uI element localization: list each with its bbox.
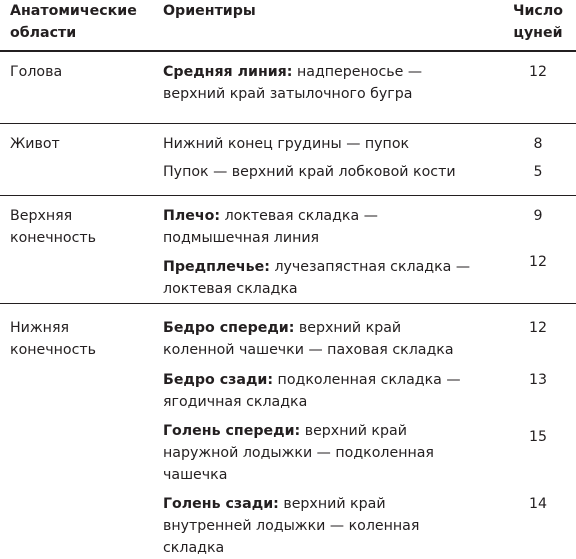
count-abdomen-navel: 5: [533, 164, 543, 180]
landmark-text-cont: верхний край затылочного бугра: [163, 86, 413, 102]
region-upper-limb: [10, 205, 96, 249]
row-rule: [0, 195, 576, 196]
landmark-text-cont: складка: [163, 540, 225, 556]
landmark-text-cont: коленной чашечки — паховая складка: [163, 342, 454, 358]
landmark-text: верхний край: [294, 320, 402, 336]
count-thigh-back: 13: [528, 372, 548, 388]
count-shin-front: 15: [528, 429, 548, 445]
landmark-label: Средняя линия:: [163, 64, 293, 80]
header-regions-line2: области: [10, 25, 77, 41]
landmark-text: лучезапястная складка —: [269, 259, 471, 275]
landmark-text: подколенная складка —: [273, 372, 461, 388]
landmark-text-cont: подмышечная линия: [163, 230, 320, 246]
landmark-thigh-back: [163, 369, 461, 413]
landmark-text: надпереносье —: [292, 64, 423, 80]
landmark-text-cont: ягодичная складка: [163, 394, 308, 410]
header-landmarks: Ориентиры: [163, 3, 256, 19]
count-head-midline: 12: [528, 64, 548, 80]
row-rule: [0, 123, 576, 124]
landmark-abdomen-sternum: Нижний конец грудины — пупок: [163, 136, 410, 152]
landmark-label: Предплечье:: [163, 259, 270, 275]
header-rule: [0, 50, 576, 52]
landmark-shin-back: [163, 493, 419, 559]
region-abdomen: Живот: [10, 136, 60, 152]
region-upper-limb-line2: конечность: [10, 230, 97, 246]
region-lower-limb: [10, 317, 96, 361]
landmark-label: Бедро сзади:: [163, 372, 274, 388]
landmark-shin-front: [163, 420, 434, 486]
header-count-line1: Число: [513, 3, 563, 19]
count-abdomen-sternum: 8: [533, 136, 543, 152]
region-lower-limb-line2: конечность: [10, 342, 97, 358]
landmark-label: Бедро спереди:: [163, 320, 295, 336]
count-shin-back: 14: [528, 496, 548, 512]
landmark-upper-arm: [163, 205, 378, 249]
region-lower-limb-line1: Нижняя: [10, 320, 70, 336]
landmark-abdomen-navel: Пупок — верхний край лобковой кости: [163, 164, 456, 180]
header-regions: [10, 0, 137, 44]
landmark-head-midline: [163, 61, 422, 105]
landmark-text-cont: локтевая складка: [163, 281, 298, 297]
region-upper-limb-line1: Верхняя: [10, 208, 73, 224]
landmark-forearm: [163, 256, 470, 300]
header-count-line2: цуней: [513, 25, 563, 41]
landmark-label: Голень сзади:: [163, 496, 279, 512]
landmark-text-cont: чашечка: [163, 467, 228, 483]
landmark-label: Плечо:: [163, 208, 221, 224]
header-regions-line1: Анатомические: [10, 3, 137, 19]
landmark-text: верхний край: [300, 423, 407, 439]
landmark-label: Голень спереди:: [163, 423, 301, 439]
count-upper-arm: 9: [533, 208, 543, 224]
header-count: [508, 0, 568, 44]
landmark-thigh-front: [163, 317, 454, 361]
landmark-text: верхний край: [278, 496, 386, 512]
count-thigh-front: 12: [528, 320, 548, 336]
count-forearm: 12: [528, 254, 548, 270]
row-rule: [0, 303, 576, 304]
landmark-text: локтевая складка —: [220, 208, 378, 224]
region-head: Голова: [10, 64, 63, 80]
landmark-text-cont: наружной лодыжки — подколенная: [163, 445, 434, 461]
landmark-text-cont: внутренней лодыжки — коленная: [163, 518, 420, 534]
